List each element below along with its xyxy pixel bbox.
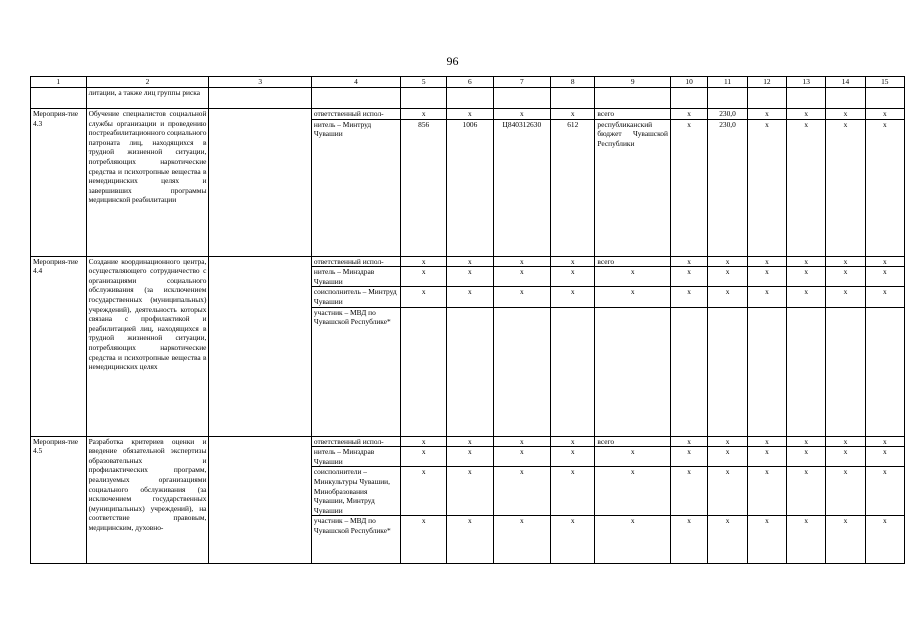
column-header: 10: [670, 77, 707, 88]
executor-cell: нитель – Минздрав Чувашии: [311, 267, 400, 287]
funding-source: всего: [595, 436, 671, 447]
table-row: Мероприя-тие 4.3 Обучение специалистов социальной службы организации и проведению постреабилитационного социального патроната лиц, находящихся в трудной жизненной ситуации, потребляющих наркотические средства и психотропные вещества в немедицинских целях и завершивших программы медицинской реабилитации ответственный испол- x x x x всего x 230,0 x x x x: [31, 109, 905, 120]
measure-description: Создание координационного центра, осуществляющего сотрудничество с организациями социального обслуживания (за исключением государственных (муниципальных) учреждений), деятельность которых связана с профилактикой и реабилитацией лиц, находящихся в трудной жизненной ситуации, потребляющих наркотические средства и психотропные вещества в немедицинских целях: [86, 256, 209, 436]
funding-source: x: [595, 267, 671, 287]
column-header: 2: [86, 77, 209, 88]
measure-description: Разработка критериев оценки и введение обязательной экспертизы образовательных и профилактических программ, реализуемых организациями социального обслуживания (за исключением государственных (муниципальных) учреждений), на соответствие правовым, медицинским, духовно-: [86, 436, 209, 564]
program-table: [30, 76, 905, 564]
funding-source: всего: [595, 109, 671, 120]
executor-cell: соисполнитель – Минтруд Чувашии: [311, 287, 400, 307]
column-header: 1: [31, 77, 87, 88]
measure-label: Мероприя-тие 4.3: [31, 109, 87, 257]
funding-source: [595, 307, 671, 436]
measure-description: Обучение специалистов социальной службы организации и проведению постреабилитационного социального патроната лиц, находящихся в трудной жизненной ситуации, потребляющих наркотические средства и психотропные вещества в немедицинских целях и завершивших программы медицинской реабилитации: [86, 109, 209, 257]
table-row: [31, 88, 905, 109]
measure-label: Мероприя-тие 4.4: [31, 256, 87, 436]
column-header: 15: [865, 77, 904, 88]
column-header: 8: [551, 77, 595, 88]
executor-cell: ответственный испол-: [311, 436, 400, 447]
table-row: участник – МВД по Чувашской Республике* x x x x x x x x x x x: [31, 516, 905, 564]
executor-cell: участник – МВД по Чувашской Республике*: [311, 307, 400, 436]
column-header-row: [31, 77, 905, 88]
column-header: 12: [747, 77, 786, 88]
continuation-text: литации, а также лиц группы риска: [86, 88, 209, 109]
column-header: 13: [787, 77, 826, 88]
page-number: 96: [446, 54, 459, 68]
table-row: Мероприя-тие 4.4 Создание координационного центра, осуществляющего сотрудничество с организациями социального обслуживания (за исключением государственных (муниципальных) учреждений), деятельность которых связана с профилактикой и реабилитацией лиц, находящихся в трудной жизненной ситуации, потребляющих наркотические средства и психотропные вещества в немедицинских целях ответственный испол- x x x x всего x x x x x x: [31, 256, 905, 267]
column-header: 3: [209, 77, 311, 88]
column-header: 14: [826, 77, 865, 88]
column-header: 6: [447, 77, 493, 88]
table-row: нитель – Минтруд Чувашии 856 1006 Ц840312630 612 республиканский бюджет Чувашской Республики x 230,0 x x x x: [31, 119, 905, 256]
table-row: соисполнители – Минкультуры Чувашии, Минобразования Чувашии, Минтруд Чувашии x x x x x x x x x x x: [31, 467, 905, 516]
funding-source: x: [595, 447, 671, 467]
table-row: нитель – Минздрав Чувашии x x x x x x x x x x x: [31, 447, 905, 467]
funding-source: республиканский бюджет Чувашской Республики: [595, 119, 671, 256]
column-header: 7: [493, 77, 551, 88]
funding-source: x: [595, 287, 671, 307]
column-header: 11: [708, 77, 748, 88]
table-row: соисполнитель – Минтруд Чувашии x x x x x x x x x x x: [31, 287, 905, 307]
funding-source: x: [595, 467, 671, 516]
measure-label: Мероприя-тие 4.5: [31, 436, 87, 564]
executor-cell: ответственный испол-: [311, 109, 400, 120]
column-header: 5: [401, 77, 447, 88]
executor-cell: нитель – Минтруд Чувашии: [311, 119, 400, 256]
funding-source: x: [595, 516, 671, 564]
table-row: нитель – Минздрав Чувашии x x x x x x x x x x x: [31, 267, 905, 287]
column-header: 9: [595, 77, 671, 88]
funding-source: всего: [595, 256, 671, 267]
column-header: 4: [311, 77, 400, 88]
executor-cell: ответственный испол-: [311, 256, 400, 267]
executor-cell: соисполнители – Минкультуры Чувашии, Минобразования Чувашии, Минтруд Чувашии: [311, 467, 400, 516]
table-row: Мероприя-тие 4.5 Разработка критериев оценки и введение обязательной экспертизы образовательных и профилактических программ, реализуемых организациями социального обслуживания (за исключением государственных (муниципальных) учреждений), на соответствие правовым, медицинским, духовно- ответственный испол- x x x x всего x x x x x x: [31, 436, 905, 447]
executor-cell: нитель – Минздрав Чувашии: [311, 447, 400, 467]
executor-cell: участник – МВД по Чувашской Республике*: [311, 516, 400, 564]
